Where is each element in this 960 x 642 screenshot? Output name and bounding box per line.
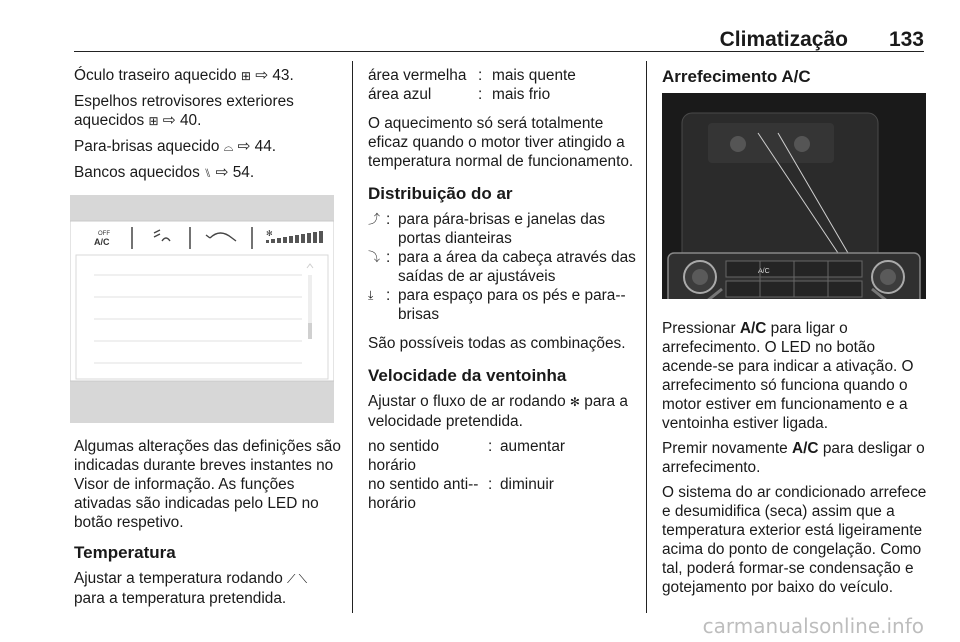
paragraph-heating: O aquecimento só será totalmente eficaz quando o motor tiver atingido a temperatura normal de funcionamento.: [368, 115, 634, 170]
column-2: [368, 66, 636, 519]
ac-label: A/C: [94, 237, 110, 247]
term: área vermelha: [368, 67, 467, 84]
fan-direction-table: no sentido horário : aumentar no sentido anti--horário : diminuir: [368, 438, 566, 512]
head-vent-icon: ⤵: [368, 250, 381, 264]
windscreen-heat-icon: ⌓: [223, 140, 234, 154]
column-1: [74, 66, 342, 614]
heading-air-distribution: Distribuição do ar: [368, 184, 513, 203]
ac-button-ref: A/C: [792, 440, 819, 457]
header-rule: [74, 51, 924, 52]
mirror-heat-icon: ⊞: [148, 114, 159, 128]
page-ref: ⇨ 54.: [215, 164, 255, 181]
footwell-vent-icon: ⤓: [368, 288, 374, 302]
ac-button-ref: A/C: [739, 320, 767, 337]
column-divider-2: [646, 61, 647, 613]
climate-panel-drawing: [662, 93, 926, 305]
paragraph-fan: Ajustar o fluxo de ar rodando ✻ para a velocidade pretendida.: [368, 393, 628, 430]
heading-ac: Arrefecimento A/C: [662, 67, 811, 86]
air-distribution-list: ⤴ : para pára-brisas e janelas das portas dianteiras ⤵ : para a área da cabeça através das saídas de ar ajustáveis ⤓ : para espaço para os pés e para--brisas: [368, 211, 636, 323]
paragraph-ac-off: Premir novamente A/C para desligar o arrefecimento.: [662, 440, 925, 476]
page-number: 133: [888, 28, 924, 51]
page-ref: ⇨ 44.: [237, 138, 277, 155]
column-divider-1: [352, 61, 353, 613]
paragraph-mirrors: Espelhos retrovisores exteriores aquecidos ⊞ ⇨ 40.: [74, 93, 294, 129]
heading-temperature: Temperatura: [74, 543, 176, 562]
temperature-knob-icon: ⟋ ⟍: [287, 572, 308, 586]
fan-icon: ✻: [569, 395, 580, 409]
paragraph-rear-window: Óculo traseiro aquecido ⊞ ⇨ 43.: [74, 67, 294, 84]
fan-icon: ✻: [266, 229, 273, 238]
separator: :: [478, 67, 483, 84]
page-ref: ⇨ 40.: [162, 112, 202, 129]
term: área azul: [368, 86, 432, 103]
paragraph-display-info: Algumas alterações das definições são indicadas durante breves instantes no Visor de informação. As funções ativadas são indicadas pelo LED no botão respetivo.: [74, 438, 341, 531]
info-display-illustration: [70, 195, 334, 423]
climate-panel-photo: [662, 93, 926, 305]
paragraph-windscreen: Para-brisas aquecido ⌓ ⇨ 44.: [74, 138, 277, 155]
heading-fan-speed: Velocidade da ventoinha: [368, 366, 567, 385]
paragraph-combinations: São possíveis todas as combinações.: [368, 335, 626, 352]
separator: :: [478, 86, 483, 103]
paragraph-temperature: Ajustar a temperatura rodando ⟋ ⟍ para a temperatura pretendida.: [74, 570, 308, 607]
ac-off-label: OFF: [98, 231, 110, 237]
info-display-drawing: [70, 195, 334, 423]
paragraph-ac-on: Pressionar A/C para ligar o arrefecimento. O LED no botão acende-se para indicar a ativação. O arrefecimento só funciona quando o motor estiver em funcionamento e a ventoinha estiver ligada.: [662, 320, 914, 432]
page-ref: ⇨ 43.: [255, 67, 294, 84]
paragraph-seats: Bancos aquecidos ⑊ ⇨ 54.: [74, 164, 255, 181]
watermark: carmanualsonline.info: [702, 614, 924, 638]
windscreen-vent-icon: ⤴: [368, 212, 381, 226]
description: mais quente: [492, 67, 576, 84]
temperature-area-table: [368, 66, 636, 104]
seat-heat-icon: ⑊: [204, 166, 212, 180]
rear-window-heat-icon: ⊞: [240, 69, 251, 83]
section-title: Climatização: [719, 28, 848, 51]
ac-button-label: A/C: [758, 268, 770, 275]
description: mais frio: [492, 86, 551, 103]
column-3: [662, 66, 930, 603]
paragraph-ac-system: O sistema do ar condicionado arrefece e desumidifica (seca) assim que a temperatura exterior está ligeiramente acima do ponto de congelação. Como tal, poderá formar-se condensação e gotejamento por baixo do veículo.: [662, 484, 927, 596]
